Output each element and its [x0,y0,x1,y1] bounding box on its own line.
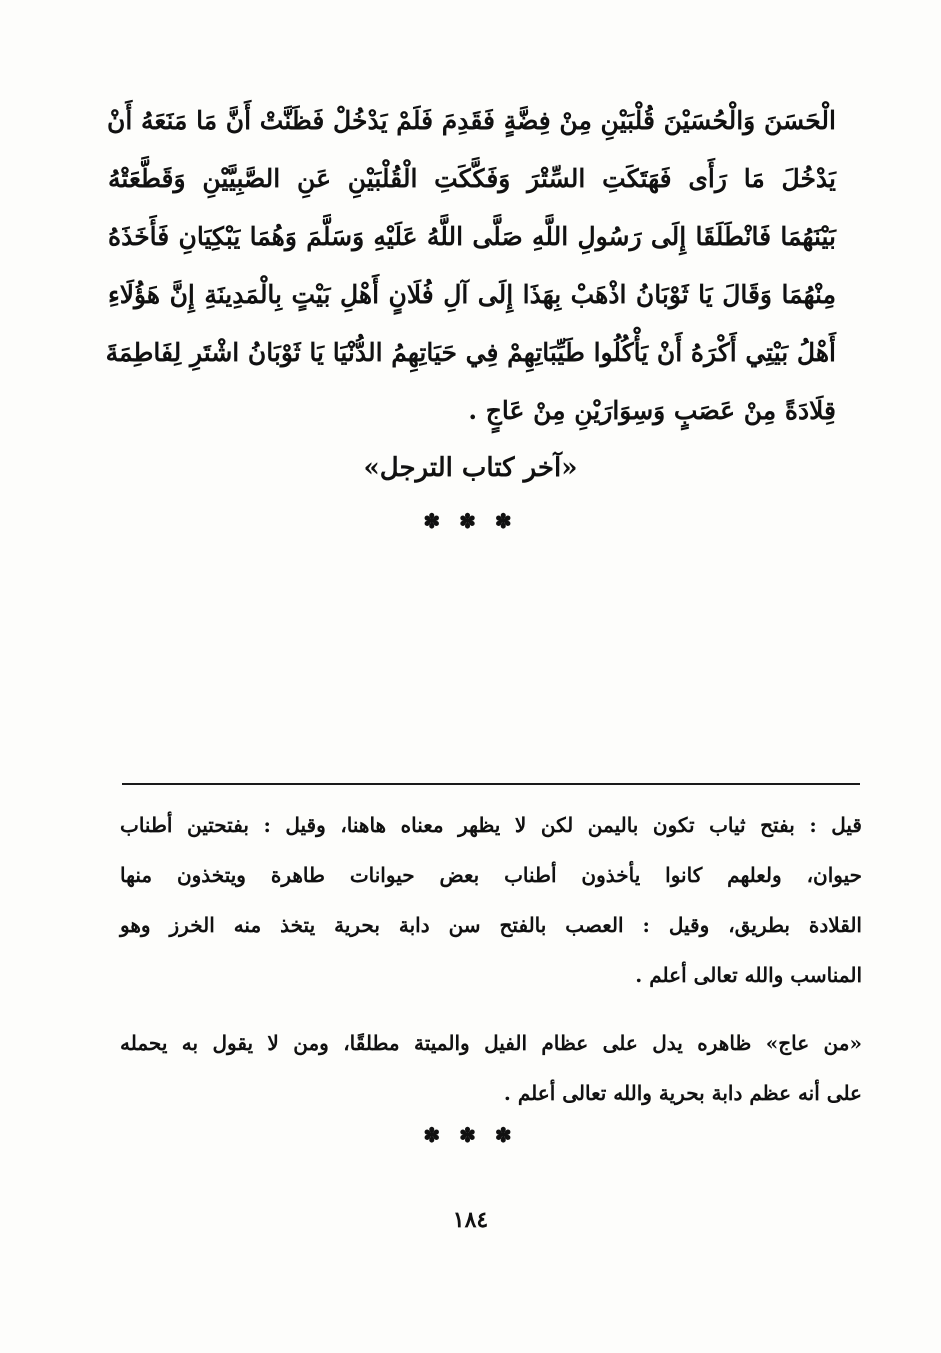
hadith-line: قِلَادَةً مِنْ عَصَبٍ وَسِوَارَيْنِ مِنْ عَاجٍ . [468,396,836,425]
separator-stars: ✽ ✽ ✽ [423,1123,518,1147]
hadith-line: أَهْلُ بَيْتِي أَكْرَهُ أَنْ يَأْكُلُوا طَيِّبَاتِهِمْ فِي حَيَاتِهِمُ الدُّنْيَا يَا ثَوْبَانُ اشْتَرِ لِفَاطِمَةَ [105,338,836,367]
footnotes [120,800,862,1118]
chapter-end-title: «آخر كتاب الترجل» [363,453,578,483]
hadith-text [105,92,836,440]
footnote-line: القلادة بطريق، وقيل : العصب بالفتح سن دابة بحرية يتخذ منه الخرز وهو [120,913,862,937]
page-number: ١٨٤ [452,1207,489,1233]
footnote-line: «من عاج» ظاهره يدل على عظام الفيل والميتة مطلقًا، ومن لا يقول به يحمله [120,1031,862,1055]
separator-stars: ✽ ✽ ✽ [423,509,518,533]
hadith-line: مِنْهُمَا وَقَالَ يَا ثَوْبَانُ اذْهَبْ بِهَذَا إِلَى آلِ فُلَانٍ أَهْلِ بَيْتٍ بِالْمَدِينَةِ إِنَّ هَؤُلَاءِ [108,280,836,309]
footnote-line: المناسب والله تعالى أعلم . [635,963,862,987]
footnote-line: قيل : بفتح ثياب تكون باليمن لكن لا يظهر معناه هاهنا، وقيل : بفتحتين أطناب [120,813,862,837]
hadith-line: الْحَسَنَ وَالْحُسَيْنَ قُلْبَيْنِ مِنْ فِضَّةٍ فَقَدِمَ فَلَمْ يَدْخُلْ فَظَنَّتْ أَنَّ مَا مَنَعَهُ أَنْ [106,106,836,135]
footnote-line: على أنه عظم دابة بحرية والله تعالى أعلم . [503,1081,862,1105]
hadith-line: يَدْخُلَ مَا رَأَى فَهَتَكَتِ السِّتْرَ وَفَكَّكَتِ الْقُلْبَيْنِ عَنِ الصَّبِيَّيْنِ وَقَطَّعَتْهُ [108,164,836,193]
footnote-divider [122,783,860,785]
footnote-line: حيوان، ولعلهم كانوا يأخذون أطناب بعض حيوانات طاهرة ويتخذون منها [120,863,862,887]
hadith-line: بَيْنَهُمَا فَانْطَلَقَا إِلَى رَسُولِ اللَّهِ صَلَّى اللَّهُ عَلَيْهِ وَسَلَّمَ وَهُمَا يَبْكِيَانِ فَأَخَذَهُ [108,222,836,251]
